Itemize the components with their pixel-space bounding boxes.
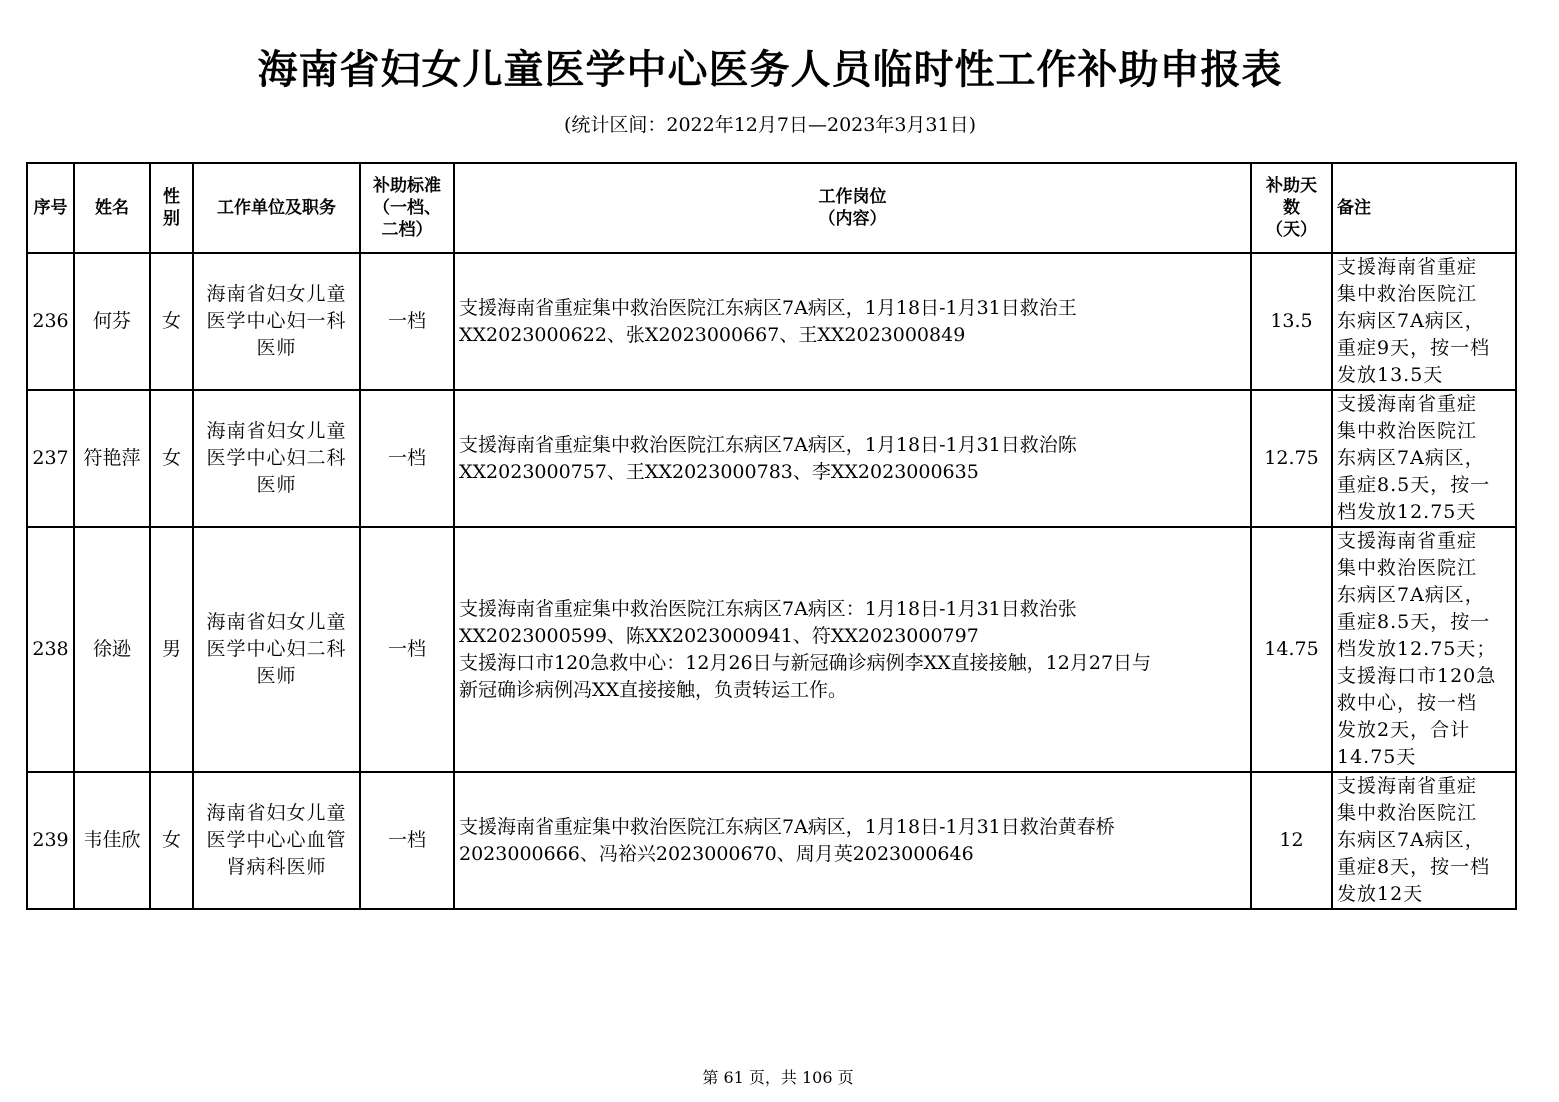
page-footer: 第 61 页，共 106 页 [702,1068,854,1087]
row-seq: 237 [27,390,74,527]
table-row [27,253,1516,390]
row-unit: 海南省妇女儿童 医学中心妇一科 医师 [193,253,360,390]
row-days: 12.75 [1251,390,1332,527]
row-name: 符艳萍 [74,390,150,527]
row-note: 支援海南省重症 集中救治医院江 东病区7A病区， 重症8.5天，按一 档发放12.75天； 支援海口市120急 救中心，按一档 发放2天，合计 14.75天 [1332,527,1516,772]
header-name: 姓名 [74,163,150,253]
row-name: 韦佳欣 [74,772,150,909]
row-post: 支援海南省重症集中救治医院江东病区7A病区，1月18日-1月31日救治黄春桥 2023000666、冯裕兴2023000670、周月英2023000646 [454,772,1251,909]
subsidy-table [26,162,1517,910]
header-standard: 补助标准 （一档、 二档） [360,163,454,253]
row-unit: 海南省妇女儿童 医学中心心血管 肾病科医师 [193,772,360,909]
row-gender: 男 [150,527,193,772]
header-days: 补助天 数 （天） [1251,163,1332,253]
table-row [27,390,1516,527]
row-standard: 一档 [360,527,454,772]
row-days: 12 [1251,772,1332,909]
row-name: 何芬 [74,253,150,390]
row-unit: 海南省妇女儿童 医学中心妇二科 医师 [193,527,360,772]
row-seq: 236 [27,253,74,390]
row-post: 支援海南省重症集中救治医院江东病区7A病区，1月18日-1月31日救治陈 XX2023000757、王XX2023000783、李XX2023000635 [454,390,1251,527]
statistics-period: (统计区间：2022年12月7日—2023年3月31日) [563,114,977,136]
row-note: 支援海南省重症 集中救治医院江 东病区7A病区， 重症8.5天，按一 档发放12.75天 [1332,390,1516,527]
table-row [27,527,1516,772]
row-post: 支援海南省重症集中救治医院江东病区7A病区：1月18日-1月31日救治张 XX2023000599、陈XX2023000941、符XX2023000797 支援海口市120急救中心：12月26日与新冠确诊病例李XX直接接触，12月27日与 新冠确诊病例冯XX直接接触，负责转运工作。 [454,527,1251,772]
row-note: 支援海南省重症 集中救治医院江 东病区7A病区， 重症8天，按一档 发放12天 [1332,772,1516,909]
row-gender: 女 [150,772,193,909]
row-gender: 女 [150,390,193,527]
row-gender: 女 [150,253,193,390]
table-header-row [27,163,1516,253]
row-standard: 一档 [360,390,454,527]
row-unit: 海南省妇女儿童 医学中心妇二科 医师 [193,390,360,527]
row-seq: 238 [27,527,74,772]
header-note: 备注 [1332,163,1516,253]
table-row [27,772,1516,909]
row-days: 13.5 [1251,253,1332,390]
row-standard: 一档 [360,253,454,390]
document-title: 海南省妇女儿童医学中心医务人员临时性工作补助申报表 [257,47,1283,93]
row-standard: 一档 [360,772,454,909]
header-post: 工作岗位 （内容） [454,163,1251,253]
row-post: 支援海南省重症集中救治医院江东病区7A病区，1月18日-1月31日救治王 XX2023000622、张X2023000667、王XX2023000849 [454,253,1251,390]
row-seq: 239 [27,772,74,909]
row-days: 14.75 [1251,527,1332,772]
row-note: 支援海南省重症 集中救治医院江 东病区7A病区， 重症9天，按一档 发放13.5天 [1332,253,1516,390]
header-gender: 性别 [150,163,193,253]
row-name: 徐逊 [74,527,150,772]
header-seq: 序号 [27,163,74,253]
header-unit: 工作单位及职务 [193,163,360,253]
